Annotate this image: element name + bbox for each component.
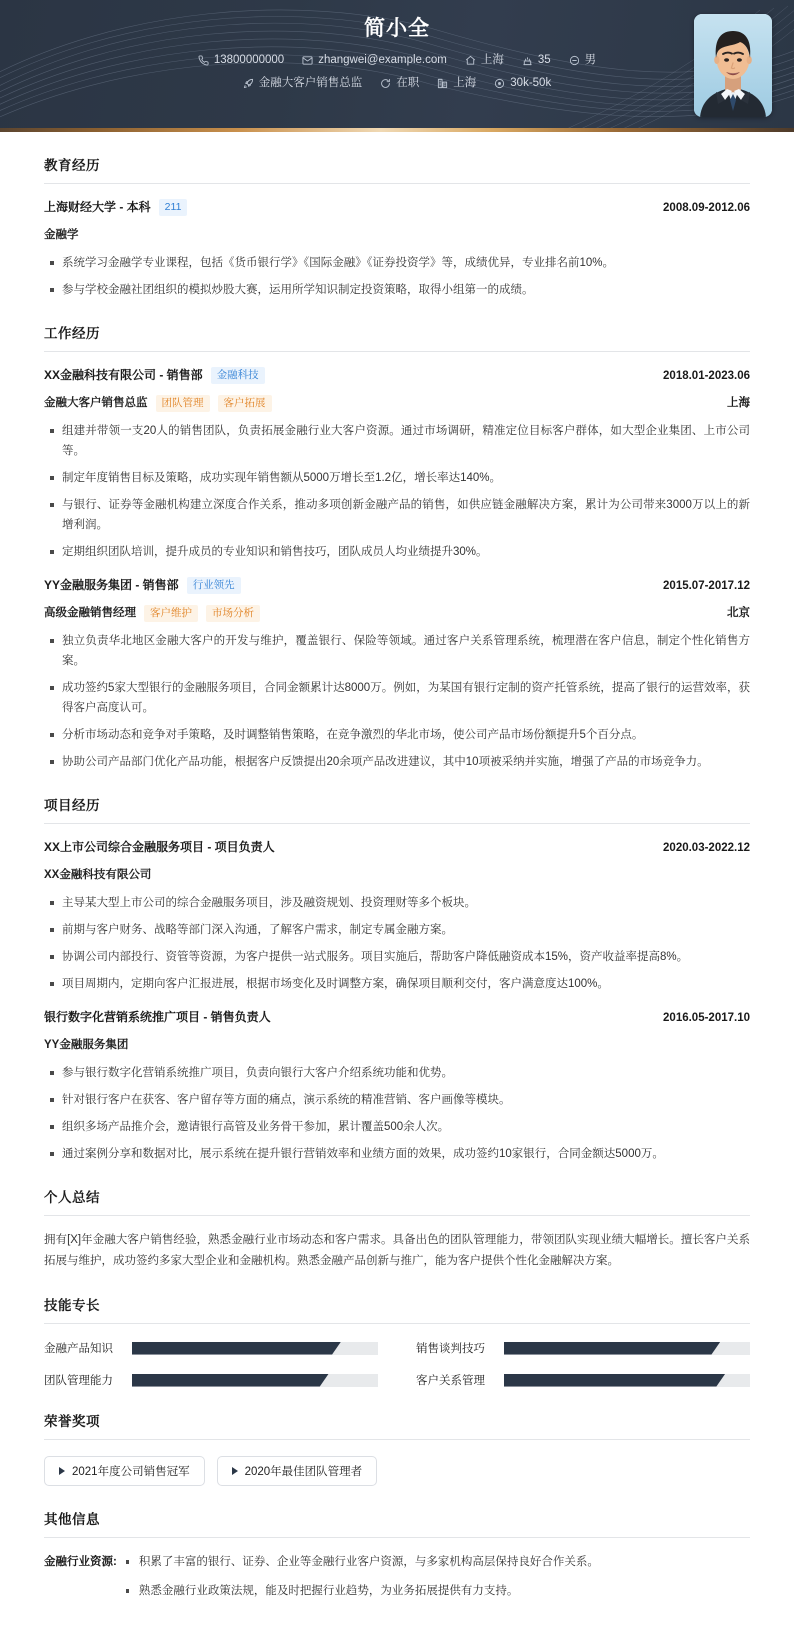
list-item: 前期与客户财务、战略等部门深入沟通，了解客户需求，制定专属金融方案。 bbox=[44, 920, 750, 940]
job-target bbox=[243, 75, 363, 91]
contact-gender bbox=[569, 52, 597, 68]
list-item: 协助公司产品部门优化产品功能，根据客户反馈提出20余项产品改进建议，其中10项被采纳并实施，增强了产品的市场竞争力。 bbox=[44, 752, 750, 772]
education-tag: 211 bbox=[159, 199, 188, 216]
work-entry-left bbox=[44, 576, 241, 594]
list-item: 独立负责华北地区金融大客户的开发与维护，覆盖银行、保险等领域。通过客户关系管理系统，梳理潜在客户信息，制定个性化销售方案。 bbox=[44, 631, 750, 671]
project-entry bbox=[44, 838, 750, 994]
contact-age-text: 35 bbox=[537, 54, 551, 66]
work-role-row bbox=[44, 394, 750, 412]
skill-bar-track bbox=[504, 1342, 750, 1355]
skill-row bbox=[44, 1340, 378, 1356]
contact-email bbox=[302, 52, 447, 68]
project-entry-header bbox=[44, 1008, 750, 1027]
work-role-tag: 客户拓展 bbox=[218, 395, 272, 412]
section-title-work: 工作经历 bbox=[44, 322, 750, 352]
play-triangle-icon bbox=[59, 1467, 65, 1475]
section-title-other: 其他信息 bbox=[44, 1508, 750, 1538]
work-role-row bbox=[44, 604, 750, 622]
project-company: YY金融服务集团 bbox=[44, 1039, 129, 1051]
other-info-label: 金融行业资源: bbox=[44, 1556, 117, 1568]
project-entry-left bbox=[44, 838, 275, 856]
work-role-left bbox=[44, 394, 272, 412]
project-company: XX金融科技有限公司 bbox=[44, 869, 152, 881]
work-entry-header bbox=[44, 366, 750, 385]
education-school: 上海财经大学 - 本科 bbox=[44, 200, 151, 214]
list-item: 针对银行客户在获客、客户留存等方面的痛点，演示系统的精准营销、客户画像等模块。 bbox=[44, 1090, 750, 1110]
skill-label: 团队管理能力 bbox=[44, 1375, 113, 1387]
summary-text: 拥有[X]年金融大客户销售经验，熟悉金融行业市场动态和客户需求。具备出色的团队管理能力，带领团队实现业绩大幅增长。擅长客户关系拓展与维护，成功签约多家大型企业和金融机构。熟悉金融产品创新与推广，能为客户提供个性化金融解决方案。 bbox=[44, 1234, 750, 1267]
work-role-tag: 市场分析 bbox=[206, 605, 260, 622]
section-title-summary: 个人总结 bbox=[44, 1186, 750, 1216]
education-entry-header bbox=[44, 198, 750, 217]
project-entry bbox=[44, 1008, 750, 1164]
section-honors bbox=[44, 1410, 750, 1486]
skill-bar-fill bbox=[504, 1374, 725, 1387]
other-info-row bbox=[44, 1552, 750, 1610]
mail-icon bbox=[302, 55, 313, 66]
work-role-left bbox=[44, 604, 260, 622]
list-item: 参与学校金融社团组织的模拟炒股大赛，运用所学知识制定投资策略，取得小组第一的成绩。 bbox=[44, 280, 750, 300]
skill-bar-fill bbox=[132, 1342, 341, 1355]
gender-icon bbox=[569, 55, 580, 66]
status-icon bbox=[380, 78, 391, 89]
work-company-tag: 行业领先 bbox=[187, 577, 241, 594]
work-entry bbox=[44, 576, 750, 772]
list-item: 项目周期内，定期向客户汇报进展，根据市场变化及时调整方案，确保项目顺利交付，客户满意度达100%。 bbox=[44, 974, 750, 994]
project-bullets bbox=[44, 1063, 750, 1164]
list-item: 成功签约5家大型银行的金融服务项目，合同金额累计达8000万。例如，为某国有银行定制的资产托管系统，提高了银行的运营效率，获得客户高度认可。 bbox=[44, 678, 750, 718]
honor-label: 2021年度公司销售冠军 bbox=[72, 1466, 190, 1478]
work-role-tag: 团队管理 bbox=[156, 395, 210, 412]
page-title: 简小全 bbox=[364, 17, 430, 40]
skill-row bbox=[416, 1340, 750, 1356]
contact-email-text: zhangwei@example.com bbox=[318, 54, 447, 66]
cake-icon bbox=[522, 55, 533, 66]
work-company: XX金融科技有限公司 - 销售部 bbox=[44, 368, 203, 382]
section-education bbox=[44, 154, 750, 300]
skills-grid bbox=[44, 1340, 750, 1388]
work-entry-left bbox=[44, 366, 265, 384]
section-work bbox=[44, 322, 750, 772]
section-title-projects: 项目经历 bbox=[44, 794, 750, 824]
honors-list bbox=[44, 1456, 750, 1486]
list-item: 与银行、证券等金融机构建立深度合作关系，推动多项创新金融产品的销售，如供应链金融解决方案，累计为公司带来3000万以上的新增利润。 bbox=[44, 495, 750, 535]
job-status-text: 在职 bbox=[396, 77, 420, 89]
project-entry-left bbox=[44, 1008, 271, 1026]
work-location: 上海 bbox=[727, 397, 750, 409]
job-target-text: 金融大客户销售总监 bbox=[258, 77, 363, 89]
contact-gender-text: 男 bbox=[584, 54, 597, 66]
list-item: 组织多场产品推介会，邀请银行高管及业务骨干参加，累计覆盖500余人次。 bbox=[44, 1117, 750, 1137]
project-entry-header bbox=[44, 838, 750, 857]
section-title-skills: 技能专长 bbox=[44, 1294, 750, 1324]
work-role-tag: 客户维护 bbox=[144, 605, 198, 622]
work-bullets bbox=[44, 631, 750, 772]
rocket-icon bbox=[243, 78, 254, 89]
contact-phone bbox=[198, 52, 284, 68]
project-date: 2016.05-2017.10 bbox=[663, 1012, 750, 1024]
skill-bar-track bbox=[132, 1342, 378, 1355]
honor-label: 2020年最佳团队管理者 bbox=[244, 1466, 363, 1478]
work-company-tag: 金融科技 bbox=[211, 367, 265, 384]
list-item: 熟悉金融行业政策法规，能及时把握行业趋势，为业务拓展提供有力支持。 bbox=[117, 1581, 750, 1601]
contact-age bbox=[522, 52, 551, 68]
work-location: 北京 bbox=[727, 607, 750, 619]
education-major: 金融学 bbox=[44, 229, 79, 241]
list-item: 参与银行数字化营销系统推广项目，负责向银行大客户介绍系统功能和优势。 bbox=[44, 1063, 750, 1083]
education-entry bbox=[44, 198, 750, 300]
section-summary bbox=[44, 1186, 750, 1272]
skill-bar-track bbox=[132, 1374, 378, 1387]
avatar bbox=[694, 14, 772, 117]
expected-city-text: 上海 bbox=[453, 77, 477, 89]
expected-salary-text: 30k-50k bbox=[510, 77, 552, 89]
section-projects bbox=[44, 794, 750, 1164]
work-date: 2015.07-2017.12 bbox=[663, 580, 750, 592]
contact-phone-text: 13800000000 bbox=[213, 54, 285, 66]
resume-header bbox=[0, 0, 794, 132]
section-other bbox=[44, 1508, 750, 1610]
honor-chip[interactable] bbox=[217, 1456, 378, 1486]
contact-row-primary bbox=[0, 52, 794, 68]
education-entry-left bbox=[44, 198, 187, 216]
skill-label: 金融产品知识 bbox=[44, 1343, 113, 1355]
list-item: 通过案例分享和数据对比，展示系统在提升银行营销效率和业绩方面的效果，成功签约10家银行，合同金额达5000万。 bbox=[44, 1144, 750, 1164]
project-date: 2020.03-2022.12 bbox=[663, 842, 750, 854]
skill-bar-fill bbox=[504, 1342, 720, 1355]
other-info-bullets bbox=[117, 1552, 750, 1610]
education-date: 2008.09-2012.06 bbox=[663, 202, 750, 214]
section-skills bbox=[44, 1294, 750, 1388]
skill-label: 客户关系管理 bbox=[416, 1375, 485, 1387]
project-bullets bbox=[44, 893, 750, 994]
skill-row bbox=[44, 1372, 378, 1388]
resume-body bbox=[0, 154, 794, 1628]
skill-row bbox=[416, 1372, 750, 1388]
project-title: 银行数字化营销系统推广项目 - 销售负责人 bbox=[44, 1010, 271, 1024]
section-title-honors: 荣誉奖项 bbox=[44, 1410, 750, 1440]
expected-salary bbox=[494, 75, 551, 91]
work-role: 高级金融销售经理 bbox=[44, 607, 136, 619]
list-item: 定期组织团队培训，提升成员的专业知识和销售技巧，团队成员人均业绩提升30%。 bbox=[44, 542, 750, 562]
list-item: 组建并带领一支20人的销售团队，负责拓展金融行业大客户资源。通过市场调研，精准定位目标客户群体，如大型企业集团、上市公司等。 bbox=[44, 421, 750, 461]
section-title-education: 教育经历 bbox=[44, 154, 750, 184]
contact-hometown-text: 上海 bbox=[480, 54, 504, 66]
city-icon bbox=[437, 78, 448, 89]
contact-hometown bbox=[465, 52, 504, 68]
skill-bar-track bbox=[504, 1374, 750, 1387]
list-item: 协调公司内部投行、资管等资源，为客户提供一站式服务。项目实施后，帮助客户降低融资成本15%，资产收益率提高8%。 bbox=[44, 947, 750, 967]
home-icon bbox=[465, 55, 476, 66]
contact-row-secondary bbox=[0, 75, 794, 91]
expected-city bbox=[437, 75, 476, 91]
avatar-photo bbox=[694, 14, 772, 117]
list-item: 系统学习金融学专业课程，包括《货币银行学》《国际金融》《证券投资学》等，成绩优异，专业排名前10%。 bbox=[44, 253, 750, 273]
work-entry bbox=[44, 366, 750, 562]
job-status bbox=[380, 75, 419, 91]
education-bullets bbox=[44, 253, 750, 300]
list-item: 积累了丰富的银行、证券、企业等金融行业客户资源，与多家机构高层保持良好合作关系。 bbox=[117, 1552, 750, 1572]
list-item: 分析市场动态和竞争对手策略，及时调整销售策略，在竞争激烈的华北市场，使公司产品市场份额提升5个百分点。 bbox=[44, 725, 750, 745]
work-date: 2018.01-2023.06 bbox=[663, 370, 750, 382]
list-item: 制定年度销售目标及策略，成功实现年销售额从5000万增长至1.2亿，增长率达140%。 bbox=[44, 468, 750, 488]
honor-chip[interactable] bbox=[44, 1456, 205, 1486]
header-accent-bar bbox=[0, 128, 794, 132]
phone-icon bbox=[198, 55, 209, 66]
project-title: XX上市公司综合金融服务项目 - 项目负责人 bbox=[44, 840, 275, 854]
list-item: 主导某大型上市公司的综合金融服务项目，涉及融资规划、投资理财等多个板块。 bbox=[44, 893, 750, 913]
work-role: 金融大客户销售总监 bbox=[44, 397, 148, 409]
work-company: YY金融服务集团 - 销售部 bbox=[44, 578, 179, 592]
salary-icon bbox=[494, 78, 505, 89]
skill-label: 销售谈判技巧 bbox=[416, 1343, 485, 1355]
play-triangle-icon bbox=[232, 1467, 238, 1475]
skill-bar-fill bbox=[132, 1374, 329, 1387]
work-bullets bbox=[44, 421, 750, 562]
work-entry-header bbox=[44, 576, 750, 595]
